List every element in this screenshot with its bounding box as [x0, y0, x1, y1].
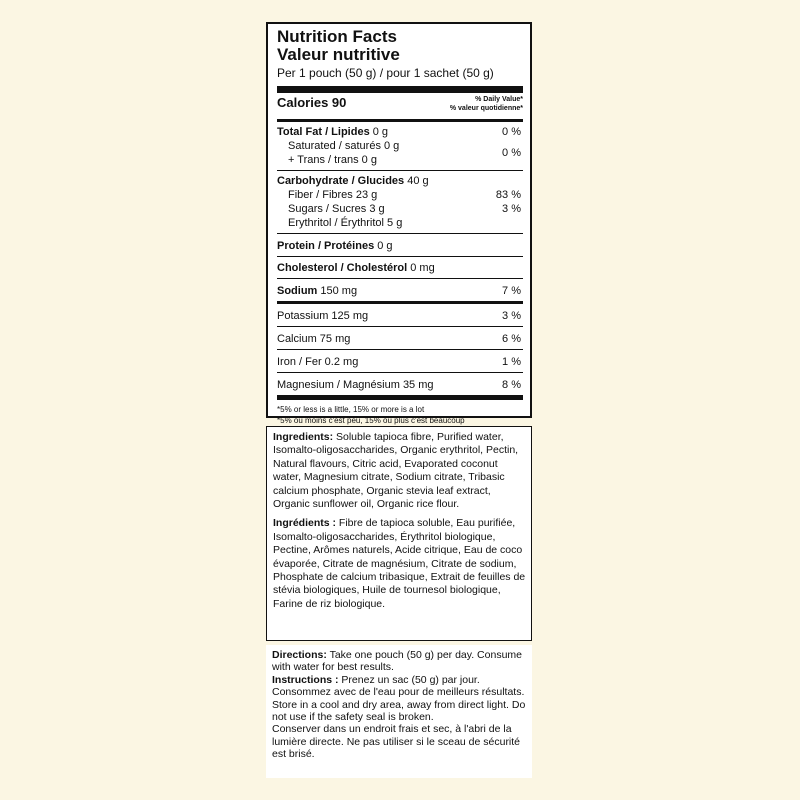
sugars-label: Sugars / Sucres 3 g [288, 203, 385, 215]
sat-trans-pct: 0 % [502, 147, 521, 159]
title-fr: Valeur nutritive [277, 45, 400, 64]
sodium-row [277, 279, 523, 301]
dv-en: % Daily Value* [475, 96, 523, 103]
protein-row [277, 234, 523, 256]
calories-row [277, 93, 523, 119]
cholesterol-label: Cholesterol / Cholestérol [277, 262, 408, 274]
trans-label: + Trans / trans 0 g [288, 154, 377, 166]
carb-amount: 40 g [404, 175, 429, 187]
ingredients-panel [266, 426, 532, 641]
directions-fr-label: Instructions : [272, 673, 339, 686]
sodium-label: Sodium [277, 285, 318, 297]
directions-fr-text: Prenez un sac (50 g) par jour. Consommez avec de l'eau pour de meilleurs résultats. [272, 673, 525, 699]
protein-amount: 0 g [374, 240, 393, 252]
title-en: Nutrition Facts [277, 27, 397, 46]
sodium-amount: 150 mg [317, 285, 358, 297]
sodium-pct: 7 % [502, 285, 521, 297]
sugars-pct: 3 % [502, 203, 521, 215]
ingredients-fr [273, 517, 526, 611]
daily-value-header [450, 95, 523, 113]
serving-size: Per 1 pouch (50 g) / pour 1 sachet (50 g) [277, 66, 494, 80]
footnote-fr: *5% ou moins c'est peu, 15% ou plus c'est beaucoup [277, 416, 465, 425]
calories: Calories 90 [277, 95, 347, 110]
sugars-row [277, 202, 523, 216]
ingredients-fr-text: Fibre de tapioca soluble, Eau purifiée, Isomalto-oligosaccharides, Érythritol biologique, Pectine, Arômes naturels, Acide citrique, Eau de coco évaporée, Citrate de magnésium, Citrate de sodium, Phosphate de calcium tribasique, Extrait de feuilles de stévia biologiques, Huile de tournesol biologique, Farine de riz biologique. [273, 517, 526, 610]
magnesium-label: Magnesium / Magnésium 35 mg [277, 379, 434, 391]
ingredients-en-label: Ingredients: [273, 431, 334, 443]
carb-label: Carbohydrate / Glucides [277, 175, 405, 187]
nutrition-facts-panel [266, 22, 532, 425]
potassium-pct: 3 % [502, 310, 521, 322]
erythritol-label: Erythritol / Érythritol 5 g [288, 217, 403, 229]
sat-trans-row [277, 139, 523, 167]
iron-row [277, 350, 523, 372]
calcium-label: Calcium 75 mg [277, 333, 351, 345]
directions-en-text: Take one pouch (50 g) per day. Consume with water for best results. [272, 649, 522, 674]
potassium-label: Potassium 125 mg [277, 310, 369, 322]
ingredients-fr-label: Ingrédients : [273, 517, 337, 530]
ingredients-en-text: Soluble tapioca fibre, Purified water, Isomalto-oligosaccharides, Organic erythritol, Pectin, Natural flavours, Citric acid, Evaporated coconut water, Magnesium citrate, Sodium citrate, Tribasic calcium phosphate, Organic stevia leaf extract, Organic sunflower oil, Organic rice flour. [273, 431, 519, 511]
fat-label: Total Fat / Lipides [277, 126, 370, 138]
fat-block [277, 122, 523, 170]
directions-en [272, 649, 527, 674]
potassium-row [277, 304, 523, 326]
calcium-row [277, 327, 523, 349]
ingredients-en [273, 431, 526, 511]
iron-pct: 1 % [502, 356, 521, 368]
directions-panel [266, 645, 532, 778]
carb-block [277, 171, 523, 233]
directions-en-label: Directions: [272, 649, 327, 661]
footnote [277, 400, 523, 426]
fiber-pct: 83 % [495, 189, 521, 201]
directions-fr [272, 674, 527, 699]
protein-label: Protein / Protéines [277, 240, 375, 252]
fiber-row [277, 188, 523, 202]
calcium-pct: 6 % [502, 333, 521, 345]
dv-fr: % valeur quotidienne* [449, 105, 523, 112]
storage-en: Store in a cool and dry area, away from direct light. Do not use if the safety seal is broken. [272, 698, 526, 724]
magnesium-row [277, 373, 523, 395]
storage-fr: Conserver dans un endroit frais et sec, à l'abri de la lumière directe. Ne pas utiliser si le sceau de sécurité est brisé. [272, 723, 521, 761]
divider-thick [277, 86, 523, 93]
iron-label: Iron / Fer 0.2 mg [277, 356, 359, 368]
footnote-en: *5% or less is a little, 15% or more is a lot [277, 405, 425, 414]
fat-amount: 0 g [369, 126, 389, 138]
magnesium-pct: 8 % [502, 379, 521, 391]
fat-row [277, 125, 523, 139]
sat-label: Saturated / saturés 0 g [288, 140, 400, 152]
cholesterol-row [277, 257, 523, 278]
cholesterol-amount: 0 mg [407, 262, 435, 274]
fat-pct: 0 % [502, 126, 521, 138]
erythritol-row [277, 216, 523, 230]
fiber-label: Fiber / Fibres 23 g [288, 189, 378, 201]
carb-row [277, 174, 523, 188]
